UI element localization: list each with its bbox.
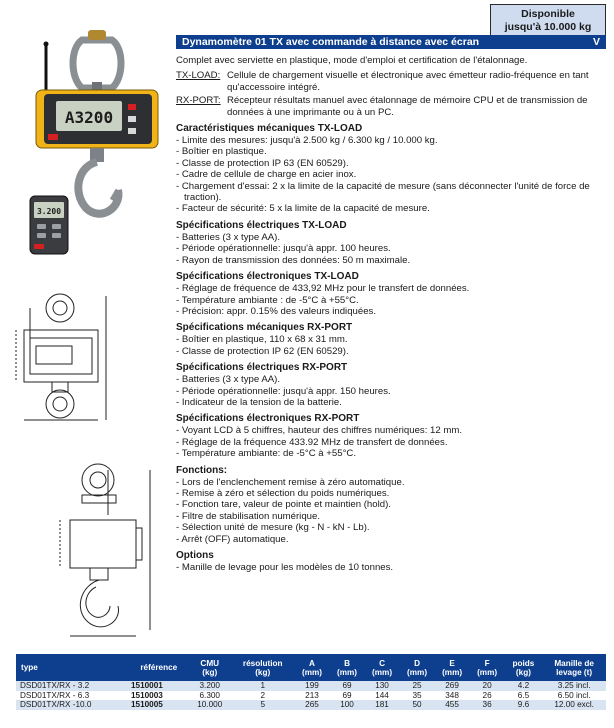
table-cell: 50 (400, 700, 435, 710)
column-header: type (16, 654, 129, 681)
table-row (16, 700, 606, 710)
section-title: Spécifications électriques RX-PORT (176, 362, 348, 374)
table-cell: 1 (231, 681, 295, 691)
column-header: CMU (kg) (189, 654, 231, 681)
list-item: - Batteries (3 x type AA). (176, 374, 608, 385)
product-title: Dynamomètre 01 TX avec commande à distance avec écran (182, 36, 480, 48)
product-illustrations (0, 0, 176, 650)
section-title: Fonctions: (176, 464, 228, 476)
badge-line-2: jusqu'à 10.000 kg (504, 21, 592, 33)
column-header: poids (kg) (505, 654, 543, 681)
table-cell: 20 (470, 681, 505, 691)
list-item: - Filtre de stabilisation numérique. (176, 511, 608, 522)
section-list (176, 374, 608, 408)
section-code: V (592, 36, 600, 48)
column-header: référence (129, 654, 189, 681)
table-cell: 213 (305, 690, 319, 700)
table-cell: DSD01TX/RX - 3.2 (16, 681, 129, 691)
table-cell: DSD01TX/RX - 6.3 (20, 690, 90, 700)
column-header: C (mm) (365, 654, 400, 681)
column-header: F (mm) (470, 654, 505, 681)
table-cell: 100 (330, 700, 365, 710)
badge-line-1: Disponible (521, 8, 575, 20)
definition-term: TX-LOAD: (176, 70, 221, 82)
table-cell: 1510001 (129, 681, 189, 691)
table-cell: 144 (375, 690, 389, 700)
table-cell: 12.00 excl. (542, 700, 606, 710)
section-title: Caractéristiques mécaniques TX-LOAD (176, 123, 363, 135)
list-item: - Arrêt (OFF) automatique. (176, 534, 608, 545)
table-cell: 25 (400, 681, 435, 691)
table-cell: 3.200 (189, 681, 231, 691)
table-row (16, 691, 606, 701)
list-item: - Sélection unité de mesure (kg - N - kN - Lb). (176, 522, 608, 533)
list-item: - Lors de l'enclenchement remise à zéro automatique. (176, 477, 608, 488)
table-cell: 6.5 (517, 690, 530, 700)
table-cell: 269 (435, 681, 470, 691)
remote-receiver-photo (30, 196, 68, 254)
list-item: - Cadre de cellule de charge en acier inox. (176, 169, 608, 180)
table-cell: 69 (330, 681, 365, 691)
list-item: - Température ambiante : de -5°C à +55°C. (176, 295, 608, 306)
section-list (176, 477, 608, 545)
section-list (176, 283, 608, 317)
list-item: - Classe de protection IP 62 (EN 60529). (176, 346, 608, 357)
table-cell: 130 (365, 681, 400, 691)
product-description (176, 55, 608, 573)
side-view-drawing (60, 464, 150, 636)
list-item: - Batteries (3 x type AA). (176, 232, 608, 243)
definition-desc: Récepteur résultats manuel avec étalonnage de mémoire CPU et de transmission de données à une imprimante ou à un PC. (227, 95, 588, 118)
table-row (16, 681, 606, 691)
list-item: - Remise à zéro et sélection du poids numériques. (176, 488, 608, 499)
table-cell: 348 (445, 690, 459, 700)
list-item: - Facteur de sécurité: 5 x la limite de la capacité de mesure. (176, 203, 608, 214)
list-item: - Température ambiante: de -5°C à +55°C. (176, 448, 608, 459)
column-header: Manille de levage (t) (542, 654, 606, 681)
column-header: B (mm) (330, 654, 365, 681)
list-item: - Classe de protection IP 63 (EN 60529). (176, 158, 608, 169)
table-cell: 10.000 (189, 700, 231, 710)
table-cell: DSD01TX/RX -10.0 (16, 700, 129, 710)
list-item: - Chargement d'essai: 2 x la limite de la capacité de mesure (sans déconnecter l'unité de force de traction). (176, 181, 608, 204)
section-title: Spécifications électroniques RX-PORT (176, 413, 360, 425)
table-cell: 4.2 (505, 681, 543, 691)
table-cell: 9.6 (505, 700, 543, 710)
table-cell: 455 (435, 700, 470, 710)
list-item: - Période opérationnelle: jusqu'à appr. 100 heures. (176, 243, 608, 254)
availability-badge (490, 4, 606, 36)
section-list (176, 334, 608, 357)
list-item: - Fonction tare, valeur de pointe et maintien (hold). (176, 499, 608, 510)
section-title: Spécifications électroniques TX-LOAD (176, 271, 359, 283)
table-cell: 2 (260, 690, 265, 700)
definition-term: RX-PORT: (176, 95, 221, 107)
remote-display-reading: 3.200 (36, 207, 62, 216)
table-cell: 181 (365, 700, 400, 710)
list-item: - Limite des mesures: jusqu'à 2.500 kg / 6.300 kg / 10.000 kg. (176, 135, 608, 146)
specifications-table (16, 654, 606, 710)
definition-rx-port (176, 95, 608, 118)
list-item: - Précision: appr. 0.15% des valeurs indiquées. (176, 306, 608, 317)
table-cell: 35 (412, 690, 422, 700)
section-list (176, 232, 608, 266)
column-header: résolution (kg) (231, 654, 295, 681)
table-cell: 1510005 (129, 700, 189, 710)
table-cell: 36 (470, 700, 505, 710)
definition-desc: Cellule de chargement visuelle et électronique avec émetteur radio-fréquence en tant qu'accessoire intégré. (227, 70, 589, 93)
table-cell: 69 (342, 690, 352, 700)
list-item: - Boîtier en plastique. (176, 146, 608, 157)
table-cell: 6.50 incl. (557, 690, 591, 700)
table-cell: 26 (482, 690, 492, 700)
list-item: - Période opérationnelle: jusqu'à appr. 150 heures. (176, 386, 608, 397)
table-cell: 199 (295, 681, 330, 691)
front-view-drawing (16, 294, 106, 420)
column-header: A (mm) (295, 654, 330, 681)
section-list (176, 425, 608, 459)
table-cell: 1510003 (130, 690, 163, 700)
list-item: - Voyant LCD à 5 chiffres, hauteur des chiffres numériques: 12 mm. (176, 425, 608, 436)
table-header-row (16, 654, 606, 681)
table-cell: 6.300 (199, 690, 220, 700)
load-display-reading: A3200 (64, 108, 114, 127)
table-cell: 3.25 incl. (542, 681, 606, 691)
column-header: D (mm) (400, 654, 435, 681)
section-list (176, 135, 608, 215)
list-item: - Rayon de transmission des données: 50 m maximale. (176, 255, 608, 266)
product-title-bar (176, 35, 606, 49)
definition-tx-load (176, 70, 608, 93)
list-item: - Boîtier en plastique, 110 x 68 x 31 mm. (176, 334, 608, 345)
list-item: - Réglage de fréquence de 433,92 MHz pour le transfert de données. (176, 283, 608, 294)
list-item: - Réglage de la fréquence 433.92 MHz de transfert de données. (176, 437, 608, 448)
intro-text: Complet avec serviette en plastique, mode d'emploi et certification de l'étalonnage. (176, 55, 528, 66)
table-cell: 265 (295, 700, 330, 710)
column-header: E (mm) (435, 654, 470, 681)
section-title: Options (176, 550, 214, 561)
list-item: - Manille de levage pour les modèles de 10 tonnes. (176, 562, 608, 573)
section-title: Spécifications électriques TX-LOAD (176, 219, 347, 231)
dynamometer-photo (36, 30, 158, 214)
section-list (176, 562, 608, 573)
table-cell: 5 (231, 700, 295, 710)
list-item: - Indicateur de la tension de la batterie. (176, 397, 608, 408)
section-title: Spécifications mécaniques RX-PORT (176, 322, 353, 334)
